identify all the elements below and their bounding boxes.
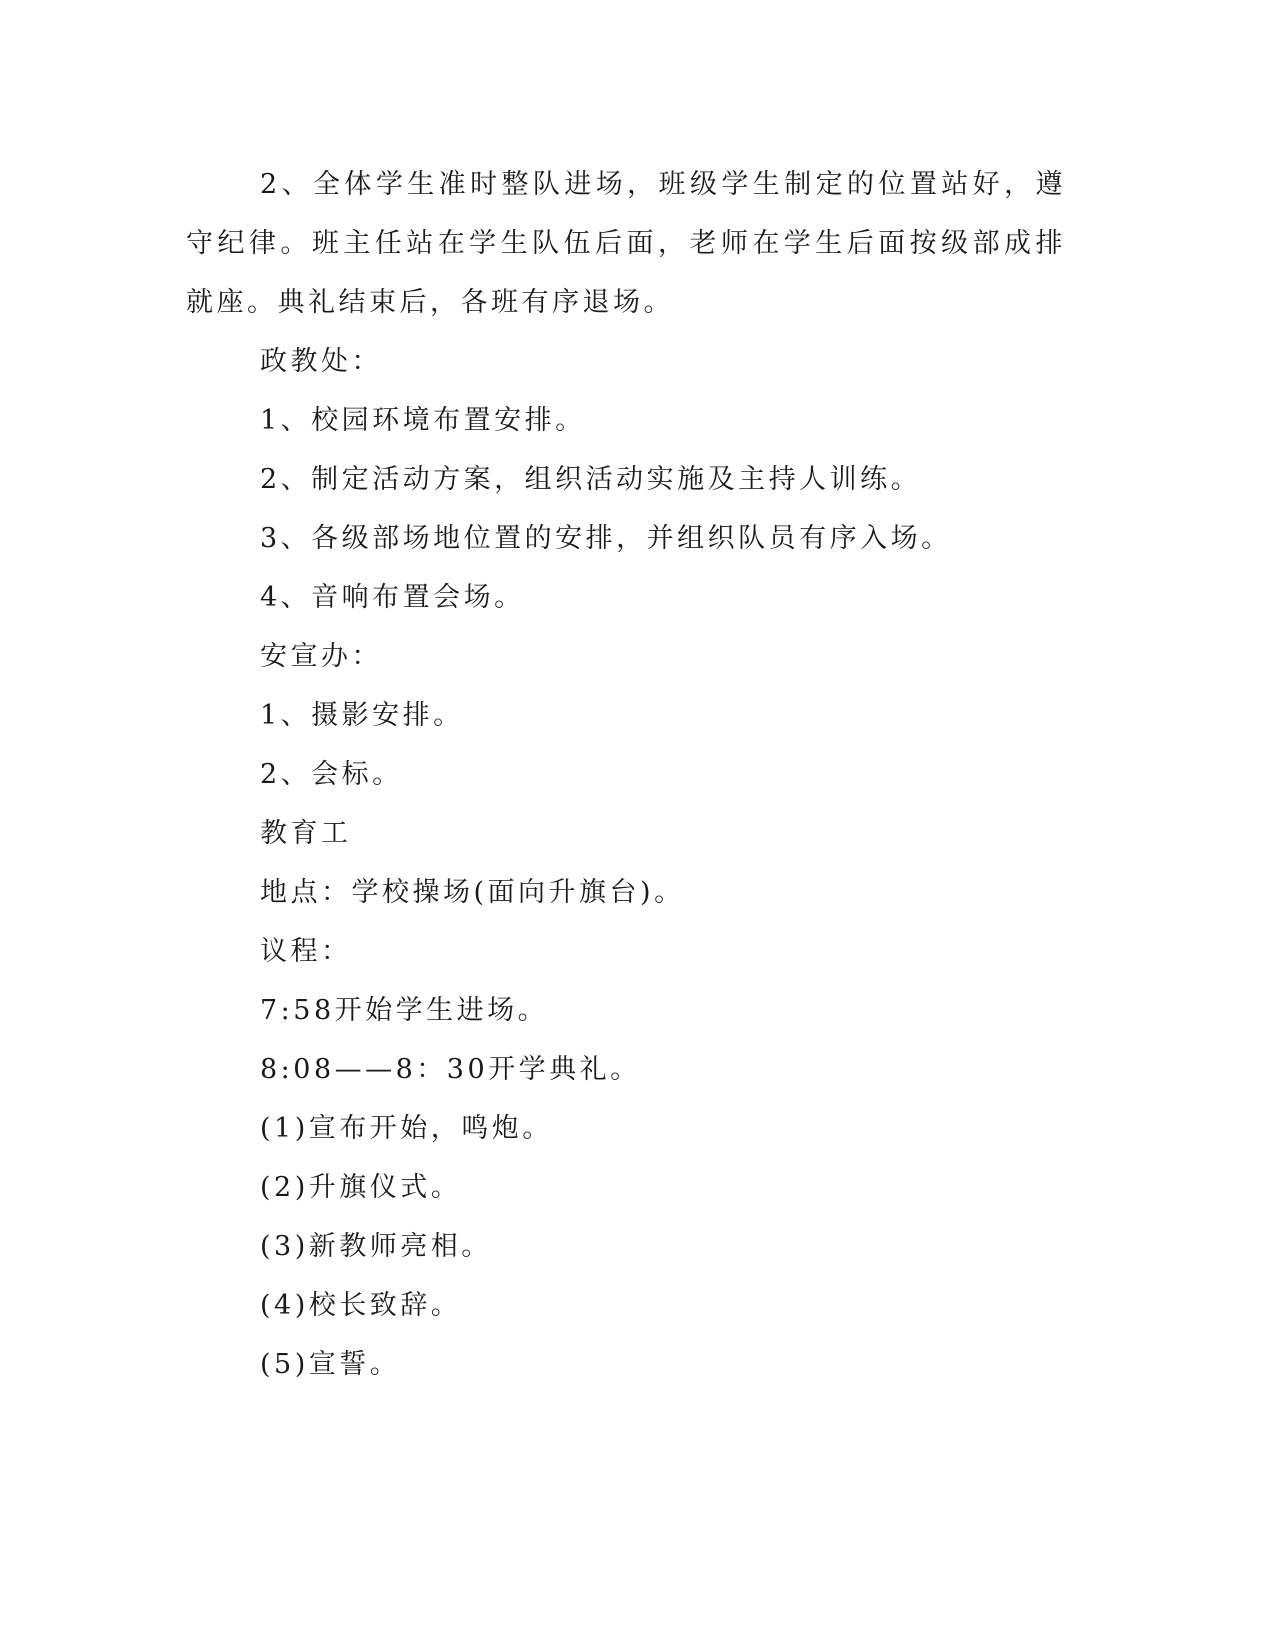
location-line: 地点：学校操场(面向升旗台)。 xyxy=(260,877,685,908)
section-heading-political-office: 政教处： xyxy=(260,346,382,377)
agenda-heading: 议程： xyxy=(260,936,352,967)
agenda-time-line: 8:08——8：30开学典礼。 xyxy=(260,1054,641,1085)
agenda-item: (1)宣布开始，鸣炮。 xyxy=(260,1113,553,1144)
agenda-item: (5)宣誓。 xyxy=(260,1349,401,1380)
list-item: 1、校园环境布置安排。 xyxy=(260,405,586,436)
document-body xyxy=(186,155,1066,1394)
agenda-item: (3)新教师亮相。 xyxy=(260,1231,492,1262)
list-item: 2、会标。 xyxy=(260,759,403,790)
list-item: 4、音响布置会场。 xyxy=(260,582,525,613)
agenda-item: (2)升旗仪式。 xyxy=(260,1172,462,1203)
agenda-time-line: 7:58开始学生进场。 xyxy=(260,995,549,1026)
list-item: 1、摄影安排。 xyxy=(260,700,464,731)
list-item: 2、制定活动方案，组织活动实施及主持人训练。 xyxy=(260,464,922,495)
list-item: 3、各级部场地位置的安排，并组织队员有序入场。 xyxy=(260,523,952,554)
agenda-item: (4)校长致辞。 xyxy=(260,1290,462,1321)
section-heading-publicity-office: 安宣办： xyxy=(260,641,382,672)
intro-paragraph: 2、全体学生准时整队进场，班级学生制定的位置站好，遵守纪律。班主任站在学生队伍后面，老师在学生后面按级部成排就座。典礼结束后，各班有序退场。 xyxy=(186,169,1066,318)
section-heading-education: 教育工 xyxy=(260,818,352,849)
